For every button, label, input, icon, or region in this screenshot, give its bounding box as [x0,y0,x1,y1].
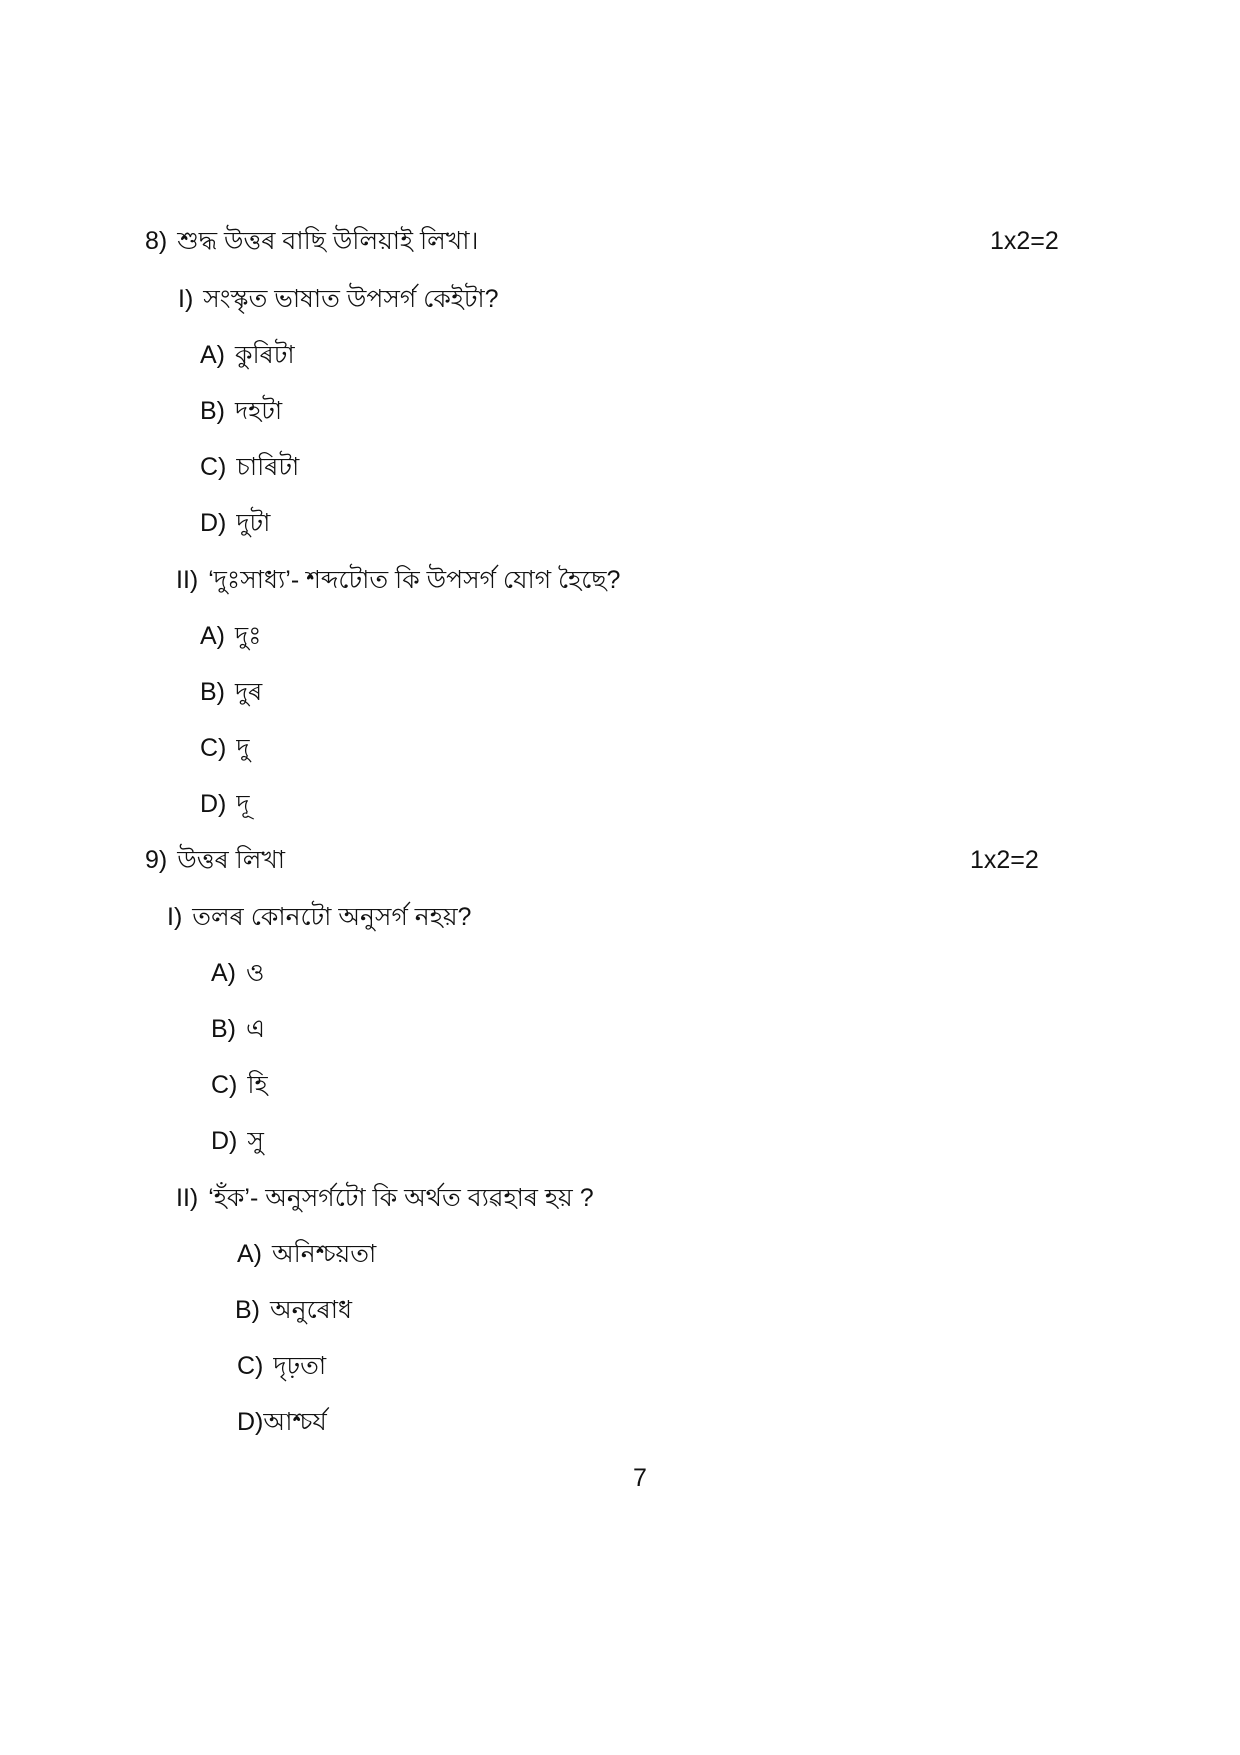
page-number: 7 [633,1464,647,1492]
option-label: A) [200,341,225,369]
option-text: সু [247,1127,264,1155]
question-8 [145,226,478,256]
question-9-part-1 [167,902,471,932]
question-number: 8) [145,227,168,255]
option-text: কুৰিটা [235,341,295,369]
option-label: A) [200,622,225,650]
option-text: দূ [236,790,250,818]
option-text: এ [246,1015,266,1043]
option-text: হি [247,1071,268,1099]
option-text: চাৰিটা [236,453,300,481]
option-label: C) [200,453,227,481]
option-item [200,396,282,426]
part-label: I) [167,903,183,931]
option-label: B) [200,397,225,425]
part-text: ‘হঁক’- অনুসৰ্গটো কি অৰ্থত ব্যৱহাৰ হয় ? [208,1184,594,1212]
option-item [237,1239,376,1269]
part-label: II) [176,1184,199,1212]
option-item [200,677,262,707]
question-8-part-1 [178,284,499,314]
part-text: সংস্কৃত ভাষাত উপসৰ্গ কেইটা? [203,285,499,313]
option-item [211,1070,268,1100]
question-8-part-2 [176,565,620,595]
option-item [200,621,261,651]
option-text: দৃঢ়তা [273,1352,327,1380]
option-label: C) [200,734,227,762]
option-text: দু [236,734,250,762]
option-label: A) [237,1240,262,1268]
option-item [237,1407,327,1437]
option-label: D) [200,509,227,537]
part-text: ‘দুঃসাধ্য’- শব্দটোত কি উপসৰ্গ যোগ হৈছে? [208,566,621,594]
part-label: I) [178,285,194,313]
option-item [211,1126,264,1156]
option-text: দুৰ [235,678,263,706]
option-label: D) [200,790,227,818]
option-text: দুঃ [235,622,262,650]
option-item [211,958,264,988]
option-text: আশ্চৰ্য [263,1408,327,1436]
option-label: C) [211,1071,238,1099]
question-9-marks: 1x2=2 [970,846,1039,874]
option-label: D) [211,1127,238,1155]
option-text: অনিশ্চয়তা [272,1240,377,1268]
option-label: C) [237,1352,264,1380]
question-text: উত্তৰ লিখা [177,846,286,874]
option-text: ও [246,959,265,987]
option-text: দহটা [235,397,283,425]
question-9 [145,845,285,875]
option-item [200,452,299,482]
question-number: 9) [145,846,168,874]
part-label: II) [176,566,199,594]
option-item [237,1351,326,1381]
option-item [200,733,250,763]
option-item [200,340,295,370]
option-text: দুটা [236,509,271,537]
part-text: তলৰ কোনটো অনুসৰ্গ নহয়? [192,903,472,931]
option-label: B) [200,678,225,706]
option-item [200,508,270,538]
question-8-marks: 1x2=2 [990,227,1059,255]
option-label: B) [235,1296,260,1324]
option-item [211,1014,265,1044]
option-item [235,1295,352,1325]
option-item [200,789,250,819]
question-9-part-2 [176,1183,594,1213]
option-label: D) [237,1408,264,1436]
question-text: শুদ্ধ উত্তৰ বাছি উলিয়াই লিখা। [177,227,479,255]
option-label: B) [211,1015,236,1043]
option-text: অনুৰোধ [270,1296,352,1324]
option-label: A) [211,959,236,987]
